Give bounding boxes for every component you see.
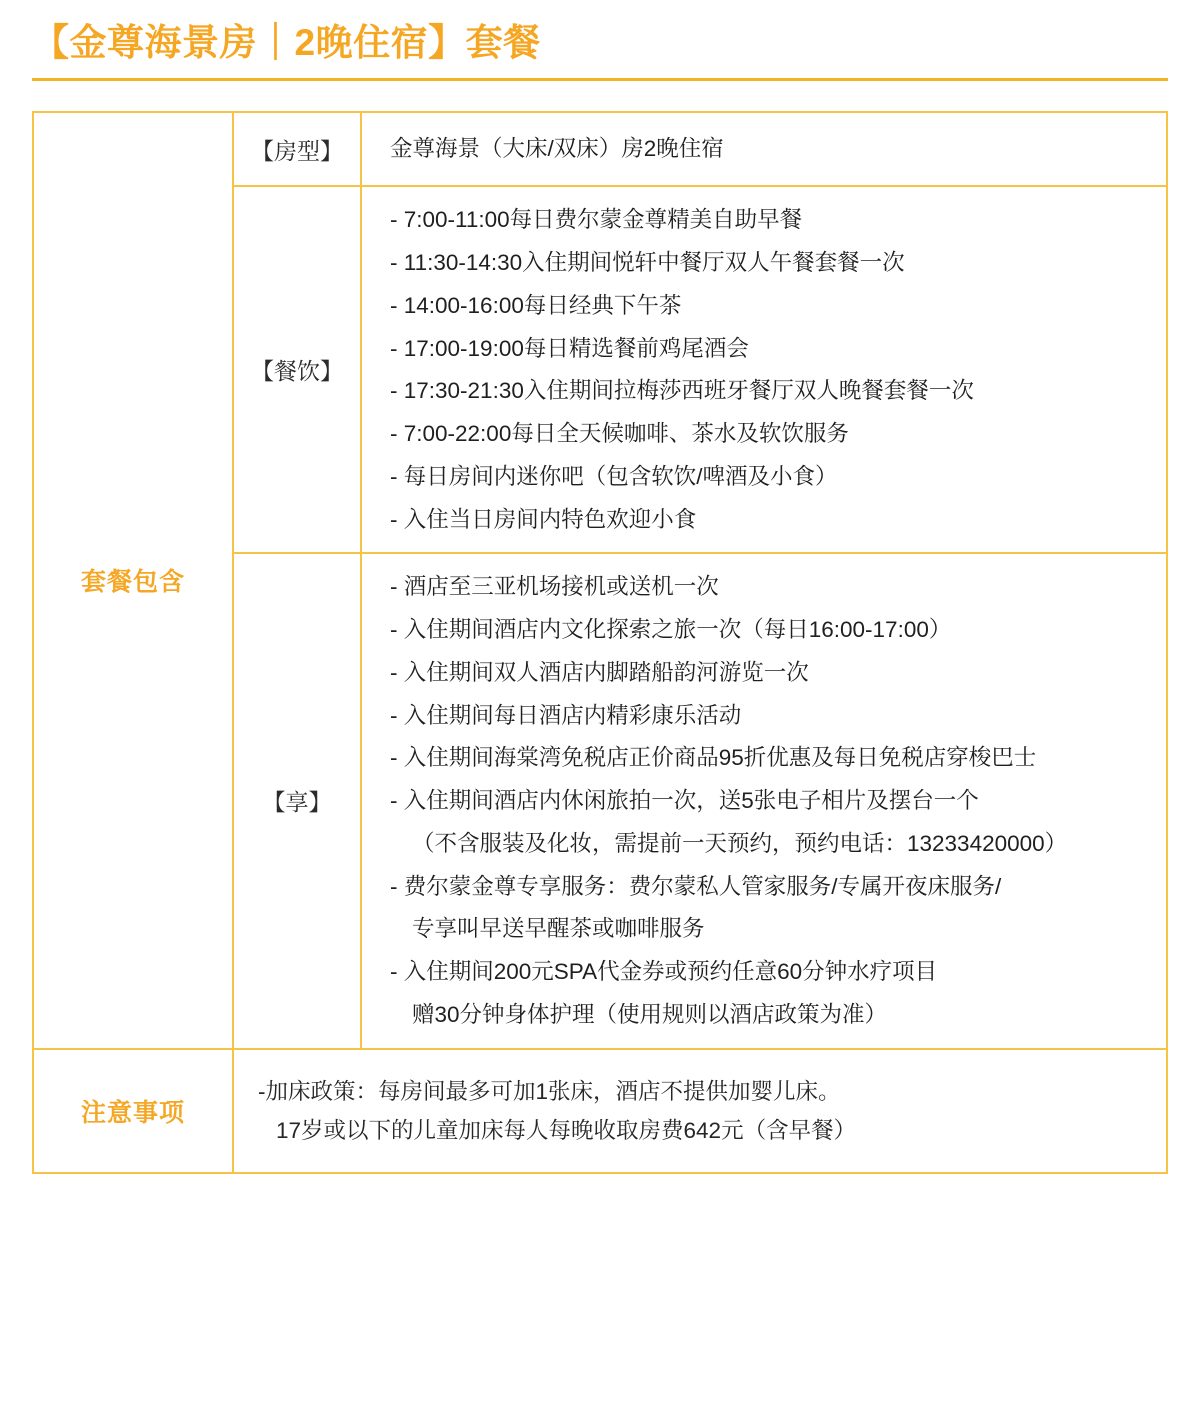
- list-item: - 每日房间内迷你吧（包含软饮/啤酒及小食）: [390, 463, 838, 489]
- list-item: - 费尔蒙金尊专享服务：费尔蒙私人管家服务/专属开夜床服务/: [390, 873, 1002, 899]
- list-item: - 入住期间每日酒店内精彩康乐活动: [390, 702, 742, 728]
- row-label-room: 【房型】: [233, 112, 361, 186]
- row-value-enjoy: [361, 553, 1167, 1048]
- list-item: 赠30分钟身体护理（使用规则以酒店政策为准）: [412, 1001, 888, 1027]
- page-title: 【金尊海景房｜2晚住宿】套餐: [32, 22, 541, 63]
- enjoy-list: [390, 570, 1148, 1031]
- section-label-notes: 注意事项: [33, 1049, 233, 1174]
- table-row-notes: [33, 1049, 1167, 1174]
- dining-list: [390, 203, 1148, 536]
- title-divider: [32, 78, 1168, 81]
- list-item: - 14:00-16:00每日经典下午茶: [390, 292, 682, 318]
- section-label-package: 套餐包含: [33, 112, 233, 1048]
- list-item: - 7:00-11:00每日费尔蒙金尊精美自助早餐: [390, 207, 803, 233]
- list-item: - 入住期间酒店内休闲旅拍一次，送5张电子相片及摆台一个: [390, 788, 979, 813]
- notes-line-2: 17岁或以下的儿童加床每人每晚收取房费642元（含早餐）: [276, 1117, 857, 1143]
- table-row-room: [33, 112, 1167, 186]
- list-item: - 入住当日房间内特色欢迎小食: [390, 506, 697, 532]
- list-item: （不含服装及化妆，需提前一天预约，预约电话：13233420000）: [412, 830, 1068, 856]
- row-label-dining: 【餐饮】: [233, 186, 361, 553]
- list-item: - 酒店至三亚机场接机或送机一次: [390, 574, 719, 600]
- row-value-room: [361, 112, 1167, 186]
- notes-line-1: -加床政策：每房间最多可加1张床，酒店不提供加婴儿床。: [258, 1078, 841, 1104]
- list-item: - 入住期间酒店内文化探索之旅一次（每日16:00-17:00）: [390, 617, 952, 642]
- list-item: - 17:30-21:30入住期间拉梅莎西班牙餐厅双人晚餐套餐一次: [390, 378, 974, 404]
- list-item: - 入住期间海棠湾免税店正价商品95折优惠及每日免税店穿梭巴士: [390, 745, 1037, 771]
- row-label-enjoy: 【享】: [233, 553, 361, 1048]
- room-text: 金尊海景（大床/双床）房2晚住宿: [390, 136, 724, 162]
- row-value-dining: [361, 186, 1167, 553]
- row-value-notes: [233, 1049, 1167, 1174]
- list-item: - 入住期间双人酒店内脚踏船韵河游览一次: [390, 659, 809, 685]
- list-item: - 11:30-14:30入住期间悦轩中餐厅双人午餐套餐一次: [390, 250, 905, 275]
- title-block: [32, 16, 1168, 91]
- list-item: - 17:00-19:00每日精选餐前鸡尾酒会: [390, 335, 749, 361]
- list-item: 专享叫早送早醒茶或咖啡服务: [412, 916, 705, 942]
- package-table: [32, 111, 1168, 1174]
- list-item: - 入住期间200元SPA代金券或预约任意60分钟水疗项目: [390, 959, 938, 984]
- list-item: - 7:00-22:00每日全天候咖啡、茶水及软饮服务: [390, 421, 849, 446]
